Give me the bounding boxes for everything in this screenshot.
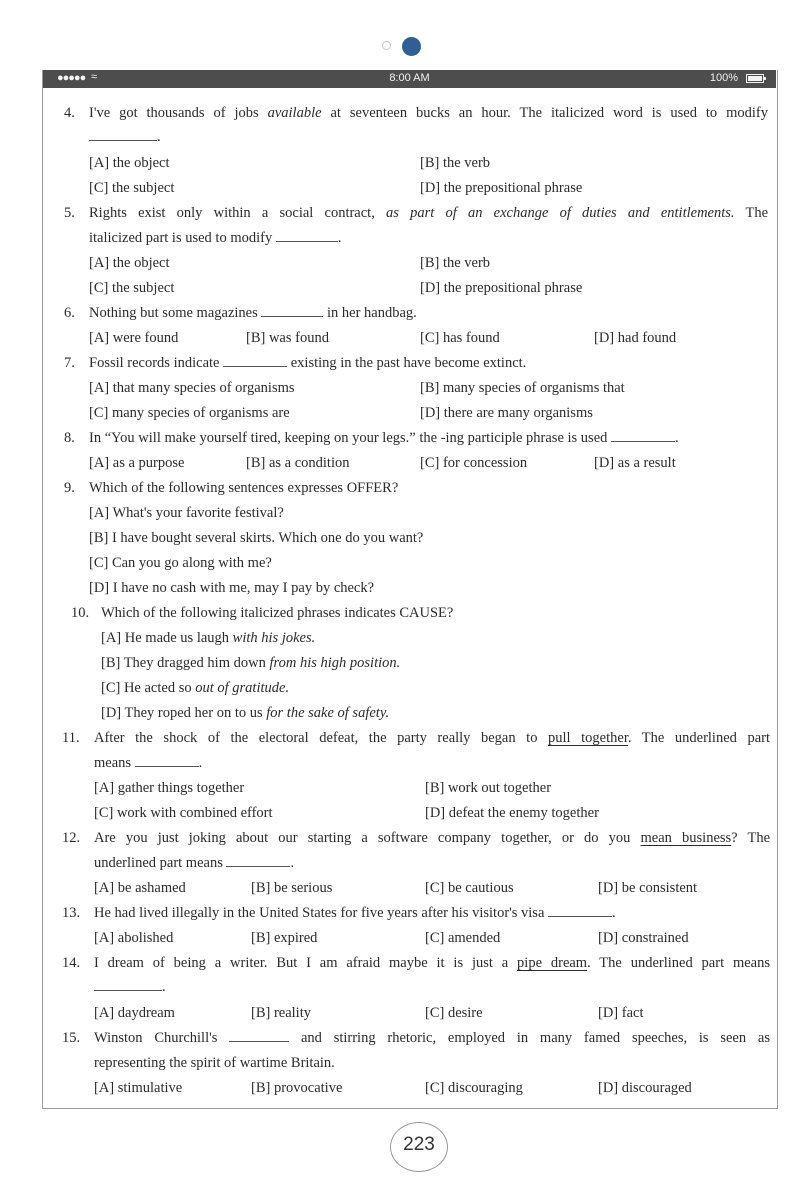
question-text: . The underlined part xyxy=(627,730,770,746)
option-c[interactable]: [C] work with combined effort xyxy=(94,805,273,821)
question-text: representing the spirit of wartime Britain. xyxy=(94,1055,335,1071)
question-text: Fossil records indicate xyxy=(89,355,220,371)
question-text: Nothing but some magazines xyxy=(89,305,258,321)
option-a[interactable]: [A] be ashamed xyxy=(94,880,186,896)
question-number: 9. xyxy=(64,480,75,496)
option-c[interactable]: [C] has found xyxy=(420,330,500,346)
option-c[interactable]: [C] be cautious xyxy=(425,880,514,896)
answer-blank[interactable] xyxy=(229,1028,289,1042)
option-text: [B] They dragged him down xyxy=(101,655,270,671)
option-b[interactable]: [B] provocative xyxy=(251,1080,343,1096)
sensor-dot xyxy=(382,41,391,50)
question-number: 5. xyxy=(64,205,75,221)
option-b[interactable]: [B] I have bought several skirts. Which one do you want? xyxy=(89,530,424,546)
option-a[interactable]: [A] as a purpose xyxy=(89,455,185,471)
page-number-badge xyxy=(390,1122,452,1174)
option-b[interactable]: [B] the verb xyxy=(420,155,491,171)
question-text: Which of the following italicized phrases indicates CAUSE? xyxy=(101,605,454,621)
italic-phrase: with his jokes. xyxy=(232,630,316,646)
question-text: Winston Churchill's xyxy=(94,1030,218,1046)
option-b[interactable] xyxy=(101,653,400,673)
underlined-phrase: mean business xyxy=(640,830,732,846)
italic-phrase: out of gratitude. xyxy=(195,680,290,696)
option-c[interactable]: [C] many species of organisms are xyxy=(89,405,290,421)
question-text: I've got thousands of jobs xyxy=(89,105,268,121)
option-b[interactable]: [B] was found xyxy=(246,330,329,346)
answer-blank[interactable] xyxy=(261,303,323,317)
underlined-phrase: pipe dream xyxy=(517,955,588,971)
option-d[interactable]: [D] defeat the enemy together xyxy=(425,805,599,821)
option-b[interactable]: [B] many species of organisms that xyxy=(420,380,625,396)
punct: . xyxy=(675,430,679,446)
option-a[interactable]: [A] were found xyxy=(89,330,179,346)
question-text: italicized part is used to modify xyxy=(89,230,273,246)
option-c[interactable] xyxy=(101,678,289,698)
question-text: The xyxy=(734,205,769,221)
option-b[interactable]: [B] be serious xyxy=(251,880,333,896)
option-a[interactable]: [A] the object xyxy=(89,255,170,271)
punct: . xyxy=(157,129,161,145)
question-number: 12. xyxy=(62,830,81,846)
question-number: 15. xyxy=(62,1030,81,1046)
punct: . xyxy=(612,905,616,921)
question-text: In “You will make yourself tired, keeping on your legs.” the -ing participle phrase is used xyxy=(89,430,608,446)
option-c[interactable]: [C] desire xyxy=(425,1005,483,1021)
option-c[interactable]: [C] discouraging xyxy=(425,1080,523,1096)
question-text: ? The xyxy=(731,830,771,846)
italic-word: available xyxy=(267,105,322,121)
question-number: 4. xyxy=(64,105,75,121)
question-text: underlined part means xyxy=(94,855,223,871)
option-d[interactable]: [D] constrained xyxy=(598,930,689,946)
question-number: 6. xyxy=(64,305,75,321)
option-d[interactable]: [D] be consistent xyxy=(598,880,698,896)
punct: . xyxy=(290,855,295,871)
punct: . xyxy=(162,979,166,995)
option-text: [A] He made us laugh xyxy=(101,630,233,646)
answer-blank[interactable] xyxy=(276,228,338,242)
answer-blank[interactable] xyxy=(223,353,287,367)
question-text: . The underlined part means xyxy=(587,955,770,971)
option-b[interactable]: [B] as a condition xyxy=(246,455,350,471)
page-number: 223 xyxy=(403,1134,435,1155)
option-b[interactable]: [B] reality xyxy=(251,1005,311,1021)
answer-blank[interactable] xyxy=(89,127,157,141)
question-text: at seventeen bucks an hour. The italicized word is used to modify xyxy=(321,105,768,121)
option-d[interactable]: [D] fact xyxy=(598,1005,644,1021)
option-d[interactable]: [D] the prepositional phrase xyxy=(420,180,583,196)
punct: . xyxy=(337,230,342,246)
option-b[interactable]: [B] the verb xyxy=(420,255,491,271)
question-text: After the shock of the electoral defeat, the party really began to xyxy=(94,730,549,746)
battery-percent: 100% xyxy=(709,72,738,84)
answer-blank[interactable] xyxy=(548,903,612,917)
option-b[interactable]: [B] work out together xyxy=(425,780,552,796)
camera-icon xyxy=(402,37,421,56)
option-text: [C] He acted so xyxy=(101,680,196,696)
question-text: Rights exist only within a social contract, xyxy=(89,205,387,221)
question-number: 14. xyxy=(62,955,81,971)
answer-blank[interactable] xyxy=(94,977,162,991)
question-number: 10. xyxy=(71,605,90,621)
option-a[interactable]: [A] gather things together xyxy=(94,780,245,796)
answer-blank[interactable] xyxy=(226,853,290,867)
option-text: [D] They roped her on to us xyxy=(101,705,267,721)
option-c[interactable]: [C] for concession xyxy=(420,455,528,471)
signal-icon: ●●●●● xyxy=(57,72,86,84)
option-a[interactable]: [A] What's your favorite festival? xyxy=(89,505,284,521)
status-bar xyxy=(43,70,776,88)
underlined-phrase: pull together xyxy=(548,730,628,746)
battery-icon xyxy=(746,74,764,83)
option-c[interactable]: [C] amended xyxy=(425,930,501,946)
option-a[interactable]: [A] stimulative xyxy=(94,1080,183,1096)
wifi-icon: ≈ xyxy=(91,71,98,83)
italic-phrase: as part of an exchange of duties and entitlements. xyxy=(386,205,735,221)
option-d[interactable]: [D] as a result xyxy=(594,455,676,471)
option-c[interactable]: [C] the subject xyxy=(89,180,175,196)
question-number: 11. xyxy=(62,730,80,746)
question-text: existing in the past have become extinct. xyxy=(290,355,527,371)
option-d[interactable]: [D] there are many organisms xyxy=(420,405,593,421)
question-number: 7. xyxy=(64,355,75,371)
question-text: Which of the following sentences expresses OFFER? xyxy=(89,480,399,496)
option-a[interactable]: [A] that many species of organisms xyxy=(89,380,295,396)
option-c[interactable]: [C] the subject xyxy=(89,280,175,296)
answer-blank[interactable] xyxy=(135,753,199,767)
question-text: and stirring rhetoric, employed in many famed speeches, is seen as xyxy=(300,1030,770,1046)
italic-phrase: for the sake of safety. xyxy=(266,705,390,721)
answer-blank[interactable] xyxy=(611,428,675,442)
question-text: means xyxy=(94,755,132,771)
option-d[interactable]: [D] I have no cash with me, may I pay by check? xyxy=(89,580,375,596)
option-c[interactable]: [C] Can you go along with me? xyxy=(89,555,272,571)
question-text: Are you just joking about our starting a software company together, or do you xyxy=(94,830,641,846)
option-a[interactable]: [A] daydream xyxy=(94,1005,175,1021)
question-number: 13. xyxy=(62,905,81,921)
option-d[interactable] xyxy=(101,703,389,723)
option-d[interactable]: [D] discouraged xyxy=(598,1080,692,1096)
option-b[interactable]: [B] expired xyxy=(251,930,318,946)
option-a[interactable]: [A] abolished xyxy=(94,930,174,946)
question-text: in her handbag. xyxy=(326,305,417,321)
option-a[interactable] xyxy=(101,628,315,648)
status-time: 8:00 AM xyxy=(389,72,430,84)
italic-phrase: from his high position. xyxy=(269,655,401,671)
question-text: I dream of being a writer. But I am afraid maybe it is just a xyxy=(94,955,518,971)
option-d[interactable]: [D] had found xyxy=(594,330,677,346)
option-a[interactable]: [A] the object xyxy=(89,155,170,171)
question-number: 8. xyxy=(64,430,75,446)
question-text: He had lived illegally in the United States for five years after his visitor's visa xyxy=(94,905,545,921)
option-d[interactable]: [D] the prepositional phrase xyxy=(420,280,583,296)
punct: . xyxy=(198,755,203,771)
